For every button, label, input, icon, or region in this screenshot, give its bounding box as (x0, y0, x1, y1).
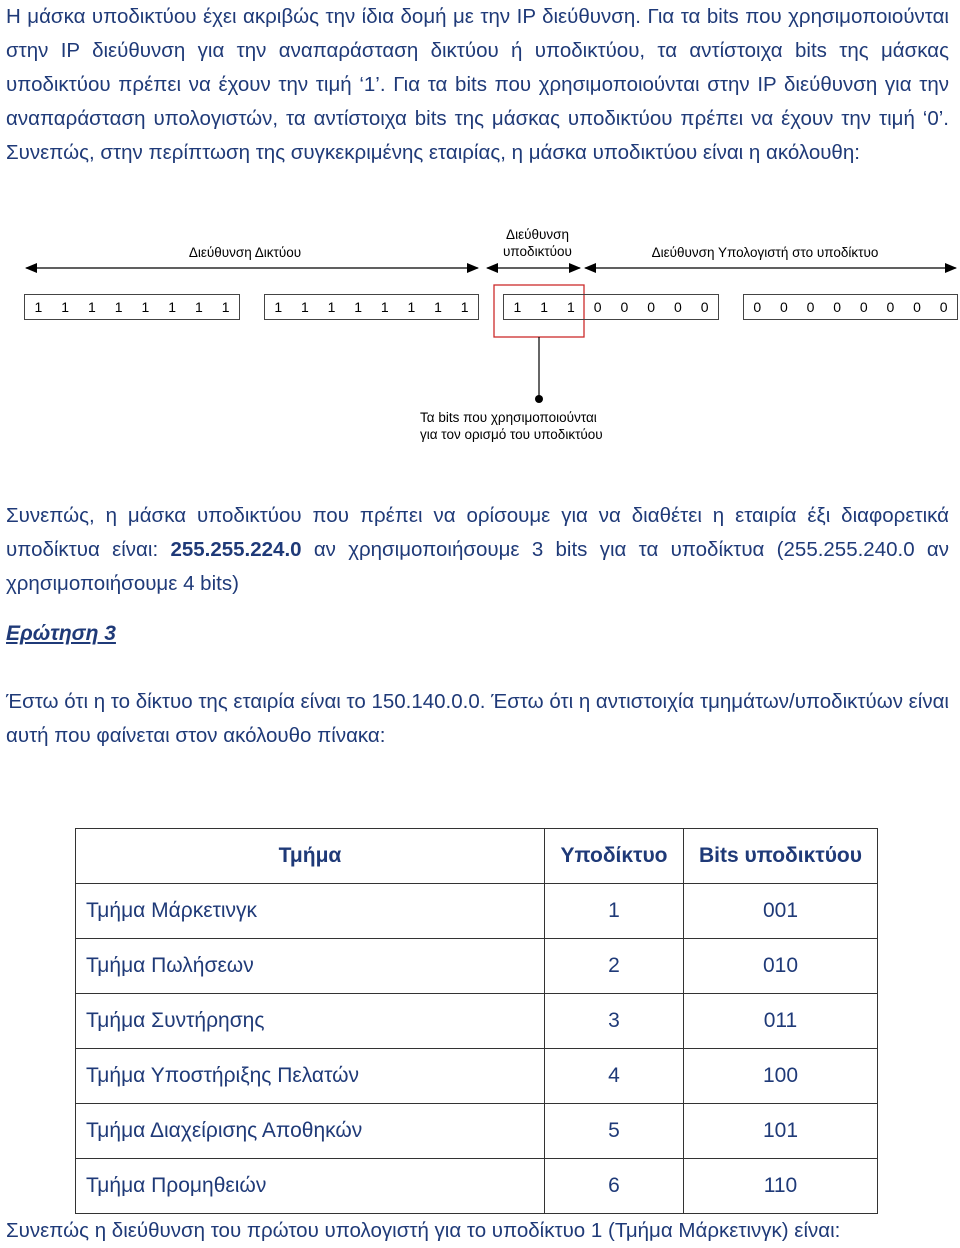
bit: 1 (114, 299, 123, 315)
bit: 1 (380, 299, 389, 315)
department-cell: Τμήμα Διαχείρισης Αποθηκών (76, 1104, 545, 1159)
bit: 1 (301, 299, 309, 315)
subnet-label-line2: υποδικτύου (503, 244, 572, 259)
bit: 0 (647, 299, 656, 315)
department-cell: Τμήμα Υποστήριξης Πελατών (76, 1049, 545, 1104)
bit: 0 (593, 299, 602, 315)
bit: 1 (434, 299, 442, 315)
bit: 0 (700, 299, 709, 315)
department-cell: Τμήμα Μάρκετινγκ (76, 884, 545, 939)
bit: 1 (194, 299, 203, 315)
question-heading: Ερώτηση 3 (6, 622, 116, 645)
bits-cell: 010 (684, 939, 878, 994)
callout-dot (535, 395, 543, 403)
bit: 0 (620, 299, 629, 315)
bit: 1 (513, 299, 522, 315)
table-header-row (76, 829, 878, 884)
bit: 0 (753, 299, 762, 315)
subnet-cell: 3 (545, 994, 684, 1049)
bits-cell: 011 (684, 994, 878, 1049)
department-cell: Τμήμα Προμηθειών (76, 1159, 545, 1214)
octet-3 (503, 294, 719, 320)
subnet-cell: 4 (545, 1049, 684, 1104)
bit: 1 (274, 299, 283, 315)
table-row (76, 1159, 878, 1214)
callout-line2: για τον ορισμό του υποδικτύου (420, 427, 603, 442)
table-row (76, 884, 878, 939)
bits-cell: 110 (684, 1159, 878, 1214)
bit: 0 (886, 299, 895, 315)
bit: 1 (566, 299, 575, 315)
table-row (76, 1104, 878, 1159)
callout-label (420, 409, 645, 443)
subnet-cell: 2 (545, 939, 684, 994)
bit: 0 (780, 299, 788, 315)
network-address-label: Διεύθυνση Δικτύου (188, 245, 302, 260)
bit: 1 (141, 299, 150, 315)
bit: 0 (939, 299, 948, 315)
question-paragraph (6, 685, 949, 753)
bit: 1 (87, 299, 96, 315)
table-row (76, 1049, 878, 1104)
bit: 1 (407, 299, 416, 315)
bit: 0 (806, 299, 815, 315)
conclusion-text (6, 499, 949, 601)
bit: 1 (34, 299, 43, 315)
header-department: Τμήμα (76, 829, 545, 884)
department-cell: Τμήμα Συντήρησης (76, 994, 545, 1049)
conclusion-paragraph (6, 499, 949, 601)
bits-cell: 001 (684, 884, 878, 939)
subnet-label-line1: Διεύθυνση (506, 227, 569, 242)
subnet-cell: 1 (545, 884, 684, 939)
bit: 1 (221, 299, 230, 315)
conclusion-part1: Συνεπώς, η μάσκα υποδικτύου που πρέπει να ορίσουμε για να διαθέτει η εταιρία έξι διαφορετικά υποδίκτυα είναι: (6, 504, 949, 561)
host-address-label: Διεύθυνση Υπολογιστή στο υποδίκτυο (651, 245, 879, 260)
table-row (76, 939, 878, 994)
bit: 1 (354, 299, 363, 315)
bit: 0 (859, 299, 868, 315)
header-subnet-bits: Bits υποδικτύου (684, 829, 878, 884)
conclusion-part2: αν χρησιμοποιήσουμε 3 bits για τα υποδίκτυα (255.255.240.0 αν χρησιμοποιήσουμε 4 bits) (6, 538, 949, 595)
octet-1 (24, 294, 240, 320)
bit: 0 (673, 299, 682, 315)
header-subnet: Υποδίκτυο (545, 829, 684, 884)
footer-text: Συνεπώς η διεύθυνση του πρώτου υπολογιστή για το υποδίκτυο 1 (Τμήμα Μάρκετινγκ) είναι: (6, 1219, 841, 1242)
bit: 0 (833, 299, 842, 315)
department-subnet-table (75, 828, 878, 1214)
bit: 1 (327, 299, 336, 315)
diagram-arrows (0, 0, 960, 420)
bit: 1 (540, 299, 549, 315)
bit: 0 (913, 299, 921, 315)
bit: 1 (61, 299, 70, 315)
subnet-mask-value: 255.255.224.0 (170, 538, 302, 561)
table-row (76, 994, 878, 1049)
bit: 1 (168, 299, 177, 315)
callout-line1: Τα bits που χρησιμοποιούνται (420, 410, 597, 425)
bits-cell: 100 (684, 1049, 878, 1104)
octet-4 (743, 294, 958, 320)
department-cell: Τμήμα Πωλήσεων (76, 939, 545, 994)
footer-paragraph (6, 1214, 949, 1248)
subnet-cell: 6 (545, 1159, 684, 1214)
bit: 1 (460, 299, 469, 315)
intro-text: Η μάσκα υποδικτύου έχει ακριβώς την ίδια δομή με την IP διεύθυνση. Για τα bits που χρησιμοποιούνται στην IP διεύθυνση για την αναπαράσταση δικτύου ή υποδικτύου, τα αντίστοιχα bits της μάσκας υποδικτύου πρέπει να έχουν την τιμή ‘1’. Για τα bits που χρησιμοποιούνται στην IP διεύθυνση για την αναπαράσταση υπολογιστών, τα αντίστοιχα bits της μάσκας υποδικτύου πρέπει να έχουν την τιμή ‘0’. Συνεπώς, στην περίπτωση της συγκεκριμένης εταιρίας, η μάσκα υποδικτύου είναι η ακόλουθη: (6, 5, 949, 164)
bits-cell: 101 (684, 1104, 878, 1159)
octet-2 (264, 294, 479, 320)
question-text: Έστω ότι η το δίκτυο της εταιρία είναι το 150.140.0.0. Έστω ότι η αντιστοιχία τμημάτων/υποδικτύων είναι αυτή που φαίνεται στον ακόλουθο πίνακα: (6, 690, 949, 747)
subnet-cell: 5 (545, 1104, 684, 1159)
